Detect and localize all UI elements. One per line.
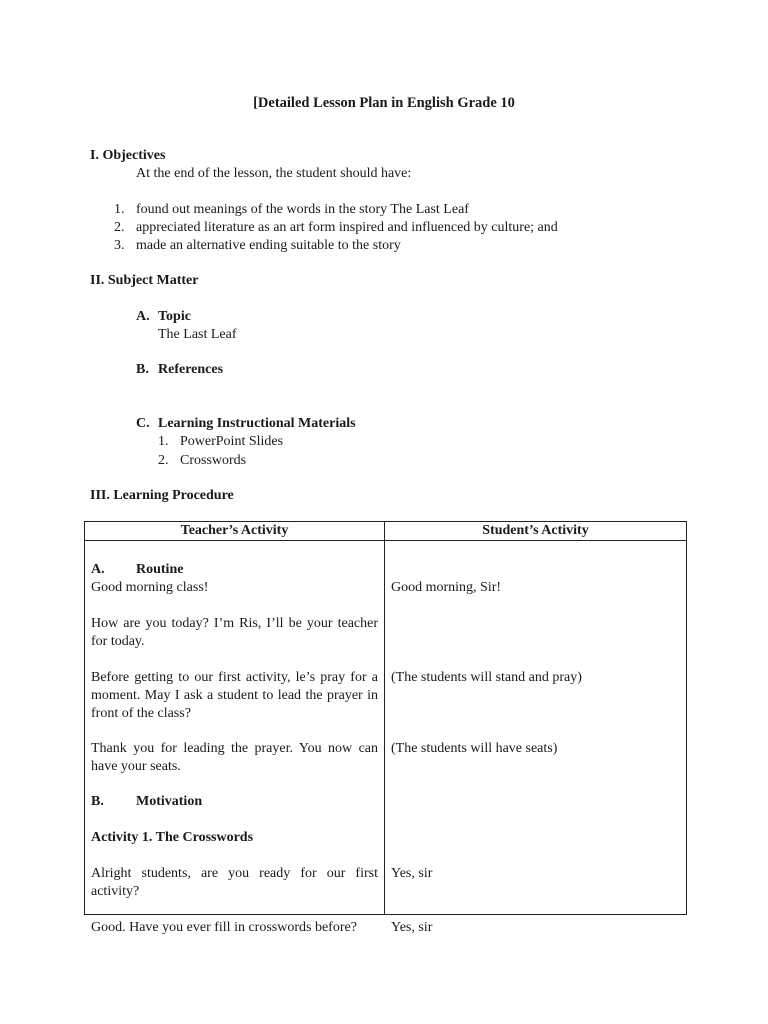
references-letter: B. — [136, 362, 149, 377]
references-label: References — [158, 362, 224, 377]
teacher-prayer-request: Before getting to our first activity, le’s pray for a moment. May I ask a student to lead the prayer in front of the class? — [91, 670, 378, 721]
objective-item-2 — [114, 219, 558, 237]
list-text: found out meanings of the words in the story The Last Leaf — [136, 202, 469, 217]
teacher-greeting: Good morning class! — [91, 580, 209, 595]
column-header-teacher: Teacher’s Activity — [85, 522, 385, 541]
student-prayer: (The students will stand and pray) — [391, 670, 582, 685]
list-text: made an alternative ending suitable to the story — [136, 238, 401, 253]
materials-label: Learning Instructional Materials — [158, 416, 356, 431]
subject-matter-heading: II. Subject Matter — [90, 273, 199, 288]
teacher-crossword-question: Good. Have you ever fill in crosswords before? — [91, 920, 357, 935]
materials-heading — [136, 415, 356, 433]
list-number: 3. — [114, 238, 125, 253]
motivation-heading — [91, 793, 202, 811]
list-text: Crosswords — [180, 453, 247, 468]
document-title: [Detailed Lesson Plan in English Grade 10 — [253, 95, 515, 111]
table-header-row — [85, 522, 687, 541]
routine-letter: A. — [91, 562, 105, 577]
list-number: 1. — [114, 202, 125, 217]
objectives-heading: I. Objectives — [90, 148, 166, 163]
student-activity-cell — [385, 541, 687, 935]
teacher-activity-cell — [85, 541, 385, 935]
topic-label: Topic — [158, 309, 191, 324]
activity-table — [84, 521, 687, 935]
motivation-letter: B. — [91, 794, 104, 809]
topic-letter: A. — [136, 309, 150, 324]
materials-letter: C. — [136, 416, 150, 431]
student-crossword-answer: Yes, sir — [391, 920, 433, 935]
material-item-1 — [158, 433, 283, 451]
references-heading — [136, 361, 223, 379]
table-row — [85, 541, 687, 915]
list-number: 2. — [114, 220, 125, 235]
material-item-2 — [158, 452, 246, 470]
student-seats: (The students will have seats) — [391, 741, 558, 756]
routine-label: Routine — [136, 562, 184, 577]
objective-item-3 — [114, 237, 401, 255]
procedure-heading: III. Learning Procedure — [90, 488, 234, 503]
list-text: PowerPoint Slides — [180, 434, 284, 449]
routine-heading — [91, 561, 183, 579]
teacher-thanks: Thank you for leading the prayer. You now can have your seats. — [91, 741, 378, 774]
column-header-student: Student’s Activity — [385, 522, 687, 541]
teacher-ready-question: Alright students, are you ready for our first activity? — [91, 866, 378, 899]
topic-value: The Last Leaf — [158, 327, 237, 342]
list-text: appreciated literature as an art form inspired and influenced by culture; and — [136, 220, 558, 235]
activity-heading: Activity 1. The Crosswords — [91, 830, 254, 845]
objectives-intro: At the end of the lesson, the student should have: — [136, 166, 412, 181]
list-number: 1. — [158, 434, 169, 449]
objective-item-1 — [114, 201, 469, 219]
student-greeting: Good morning, Sir! — [391, 580, 502, 595]
list-number: 2. — [158, 453, 169, 468]
topic-heading — [136, 308, 191, 326]
motivation-label: Motivation — [136, 794, 203, 809]
student-ready-answer: Yes, sir — [391, 866, 433, 881]
teacher-introduction: How are you today? I’m Ris, I’ll be your teacher for today. — [91, 616, 378, 649]
